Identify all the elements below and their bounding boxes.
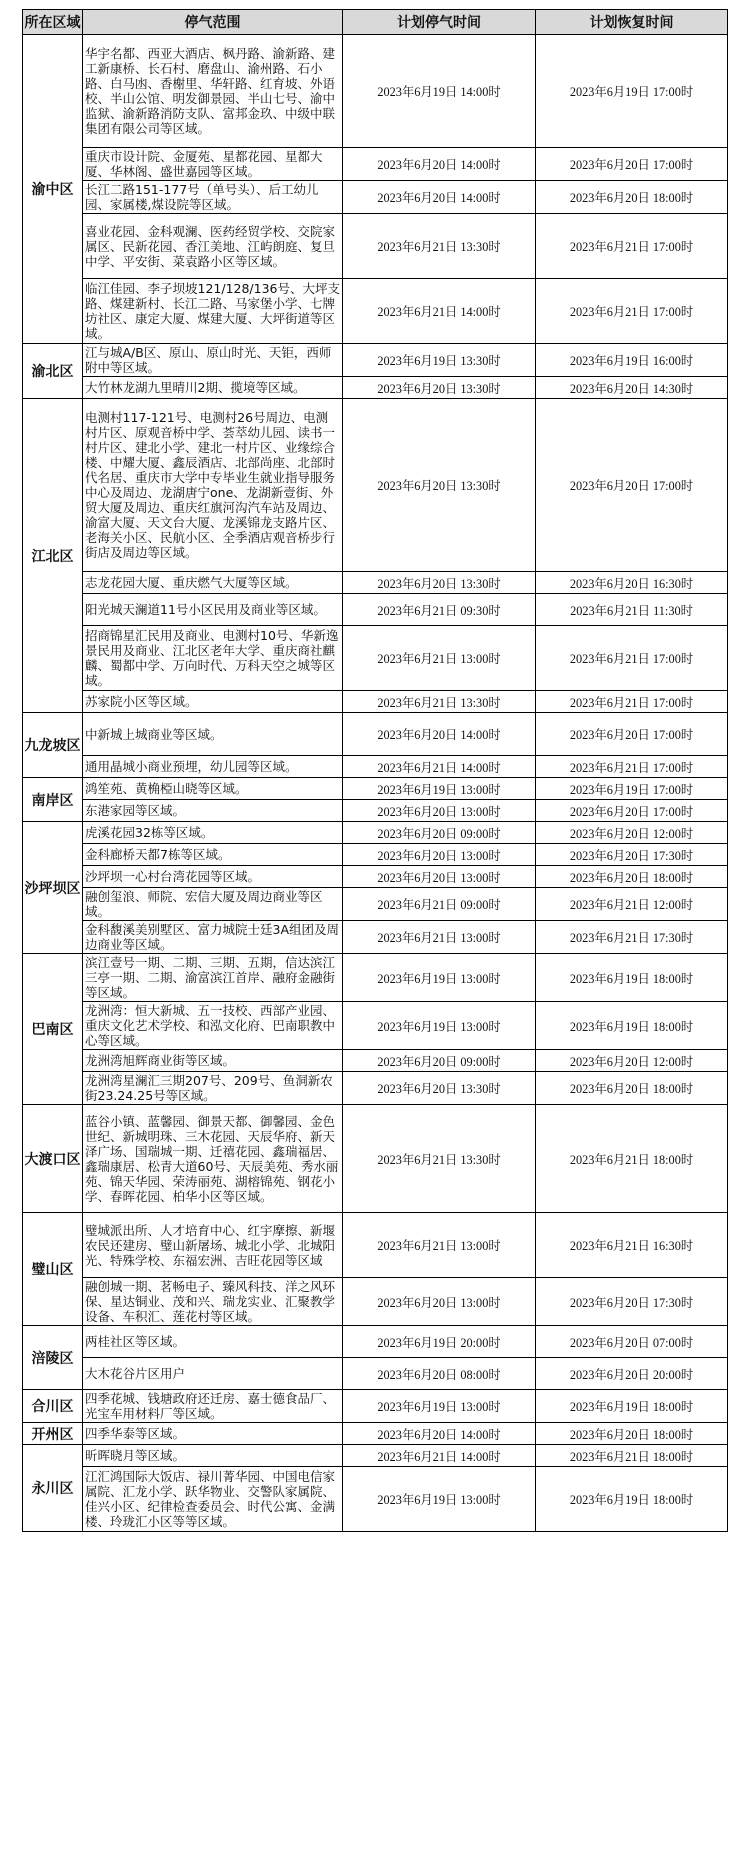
restore-time-cell: 2023年6月20日 20:00时 (536, 1358, 728, 1390)
outage-scope-cell: 招商锦星汇民用及商业、电测村10号、华新逸景民用及商业、江北区老年大学、重庆商社麒麟、蜀都中学、万向时代、万科天空之城等区域。 (83, 626, 343, 691)
restore-time-cell: 2023年6月21日 17:00时 (536, 756, 728, 778)
district-name-cell: 大渡口区 (23, 1105, 83, 1213)
outage-start-time-cell: 2023年6月20日 13:00时 (343, 1278, 536, 1326)
outage-start-time-cell: 2023年6月20日 13:30时 (343, 1072, 536, 1105)
outage-scope-cell: 喜业花园、金科观澜、医药经贸学校、交院家属区、民新花园、香江美地、江屿朗庭、复旦中学、平安街、菜袁路小区等区域。 (83, 214, 343, 279)
outage-start-time-cell: 2023年6月20日 09:00时 (343, 822, 536, 844)
outage-start-time-cell: 2023年6月21日 13:00时 (343, 626, 536, 691)
table-row (23, 713, 728, 756)
outage-scope-cell: 电测村117-121号、电测村26号周边、电测村片区、原观音桥中学、荟萃幼儿园、读书一村片区、建北小学、建北一村片区、业缘综合楼、中耀大厦、鑫辰酒店、北部尚座、北部时代名居、重庆市大学中专毕业生就业指导服务中心及周边、龙湖唐宁one、龙湖新壹街、外贸大厦及周边、重庆红旗河沟汽车站及周边、渝富大厦、天文台大厦、龙溪锦龙支路片区、老海关小区、民航小区、全季酒店观音桥步行街店及周边等区域。 (83, 399, 343, 572)
end-time-column-header: 计划恢复时间 (536, 10, 728, 35)
restore-time-cell: 2023年6月20日 12:00时 (536, 1050, 728, 1072)
district-name-cell: 南岸区 (23, 778, 83, 822)
restore-time-cell: 2023年6月21日 17:00时 (536, 214, 728, 279)
table-row (23, 1390, 728, 1423)
outage-scope-cell: 长江二路151-177号（单号头）、后工幼儿园、家属楼,煤设院等区域。 (83, 181, 343, 214)
restore-time-cell: 2023年6月20日 14:30时 (536, 377, 728, 399)
outage-scope-cell: 重庆市设计院、金厦苑、星都花园、星都大厦、华林阁、盛世嘉园等区域。 (83, 148, 343, 181)
restore-time-cell: 2023年6月21日 17:00时 (536, 691, 728, 713)
table-row (23, 1423, 728, 1445)
outage-table-wrapper (22, 9, 727, 1532)
table-row (23, 279, 728, 344)
restore-time-cell: 2023年6月20日 16:30时 (536, 572, 728, 594)
outage-scope-cell: 四季华泰等区域。 (83, 1423, 343, 1445)
outage-scope-cell: 沙坪坝一心村台湾花园等区域。 (83, 866, 343, 888)
outage-start-time-cell: 2023年6月20日 13:00时 (343, 800, 536, 822)
table-row (23, 866, 728, 888)
table-row (23, 888, 728, 921)
scope-column-header: 停气范围 (83, 10, 343, 35)
start-time-column-header: 计划停气时间 (343, 10, 536, 35)
outage-scope-cell: 通用晶城小商业预埋，幼儿园等区域。 (83, 756, 343, 778)
outage-scope-cell: 虎溪花园32栋等区域。 (83, 822, 343, 844)
district-name-cell: 巴南区 (23, 954, 83, 1105)
restore-time-cell: 2023年6月20日 07:00时 (536, 1326, 728, 1358)
outage-start-time-cell: 2023年6月20日 14:00时 (343, 713, 536, 756)
outage-start-time-cell: 2023年6月21日 14:00时 (343, 1445, 536, 1467)
outage-scope-cell: 龙洲湾：恒大新城、五一技校、西部产业园、重庆文化艺术学校、和泓文化府、巴南职教中心等区域。 (83, 1002, 343, 1050)
table-row (23, 594, 728, 626)
table-row (23, 148, 728, 181)
outage-scope-cell: 滨江壹号一期、二期、三期、五期，信达滨江三亭一期、二期、渝富滨江首岸、融府金融街等区域。 (83, 954, 343, 1002)
table-row (23, 778, 728, 800)
district-name-cell: 璧山区 (23, 1213, 83, 1326)
restore-time-cell: 2023年6月20日 18:00时 (536, 1072, 728, 1105)
district-name-cell: 开州区 (23, 1423, 83, 1445)
restore-time-cell: 2023年6月19日 18:00时 (536, 954, 728, 1002)
table-row (23, 756, 728, 778)
table-header-row (23, 10, 728, 35)
gas-outage-table (22, 9, 728, 1532)
restore-time-cell: 2023年6月20日 17:00时 (536, 399, 728, 572)
outage-scope-cell: 大木花谷片区用户 (83, 1358, 343, 1390)
district-name-cell: 合川区 (23, 1390, 83, 1423)
restore-time-cell: 2023年6月20日 18:00时 (536, 866, 728, 888)
outage-start-time-cell: 2023年6月20日 08:00时 (343, 1358, 536, 1390)
outage-start-time-cell: 2023年6月21日 09:00时 (343, 888, 536, 921)
table-body (23, 35, 728, 1532)
outage-start-time-cell: 2023年6月21日 13:30时 (343, 691, 536, 713)
restore-time-cell: 2023年6月20日 17:00时 (536, 713, 728, 756)
restore-time-cell: 2023年6月20日 17:30时 (536, 1278, 728, 1326)
outage-scope-cell: 华宇名都、西亚大酒店、枫丹路、渝新路、建工新康桥、长石村、磨盘山、渝州路、石小路、白马凼、香榭里、华轩路、红育坡、外语校、半山公馆、明发御景园、半山七号、渝中监狱、渝新路消防支队、富邦金玖、中级中联集团有限公司等区域。 (83, 35, 343, 148)
table-row (23, 1050, 728, 1072)
outage-start-time-cell: 2023年6月19日 13:00时 (343, 1467, 536, 1532)
table-row (23, 1278, 728, 1326)
restore-time-cell: 2023年6月19日 18:00时 (536, 1002, 728, 1050)
district-name-cell: 渝北区 (23, 344, 83, 399)
outage-scope-cell: 志龙花园大厦、重庆燃气大厦等区域。 (83, 572, 343, 594)
outage-start-time-cell: 2023年6月19日 14:00时 (343, 35, 536, 148)
table-row (23, 626, 728, 691)
outage-scope-cell: 龙洲湾旭辉商业街等区域。 (83, 1050, 343, 1072)
outage-scope-cell: 两桂社区等区域。 (83, 1326, 343, 1358)
district-name-cell: 九龙坡区 (23, 713, 83, 778)
table-row (23, 1002, 728, 1050)
outage-start-time-cell: 2023年6月19日 13:00时 (343, 954, 536, 1002)
table-row (23, 1445, 728, 1467)
restore-time-cell: 2023年6月20日 18:00时 (536, 1423, 728, 1445)
table-row (23, 691, 728, 713)
outage-scope-cell: 江汇鸿国际大饭店、禄川菁华园、中国电信家属院、汇龙小学、跃华物业、交警队家属院、佳兴小区、纪律检查委员会、时代公寓、金满楼、玲珑汇小区等等区域。 (83, 1467, 343, 1532)
table-row (23, 1213, 728, 1278)
outage-scope-cell: 临江佳园、李子坝坡121/128/136号、大坪支路、煤建新村、长江二路、马家堡小学、七牌坊社区、康定大厦、煤建大厦、大坪街道等区域。 (83, 279, 343, 344)
outage-start-time-cell: 2023年6月20日 14:00时 (343, 1423, 536, 1445)
restore-time-cell: 2023年6月21日 16:30时 (536, 1213, 728, 1278)
restore-time-cell: 2023年6月21日 11:30时 (536, 594, 728, 626)
restore-time-cell: 2023年6月21日 17:30时 (536, 921, 728, 954)
restore-time-cell: 2023年6月20日 17:00时 (536, 800, 728, 822)
outage-scope-cell: 金科馥溪美别墅区、富力城院士廷3A组团及周边商业等区域。 (83, 921, 343, 954)
district-name-cell: 沙坪坝区 (23, 822, 83, 954)
table-row (23, 344, 728, 377)
table-row (23, 921, 728, 954)
outage-start-time-cell: 2023年6月20日 13:30时 (343, 399, 536, 572)
outage-scope-cell: 璧城派出所、人才培育中心、红宇摩擦、新堰农民还建房、璧山新屠场、城北小学、北城阳光、特殊学校、东福宏洲、吉旺花园等区域 (83, 1213, 343, 1278)
district-name-cell: 永川区 (23, 1445, 83, 1532)
restore-time-cell: 2023年6月21日 17:00时 (536, 279, 728, 344)
outage-start-time-cell: 2023年6月21日 14:00时 (343, 756, 536, 778)
table-row (23, 377, 728, 399)
outage-scope-cell: 东港家园等区域。 (83, 800, 343, 822)
table-row (23, 1326, 728, 1358)
district-name-cell: 江北区 (23, 399, 83, 713)
table-row (23, 954, 728, 1002)
outage-start-time-cell: 2023年6月21日 13:30时 (343, 214, 536, 279)
outage-scope-cell: 金科廊桥天都7栋等区域。 (83, 844, 343, 866)
outage-start-time-cell: 2023年6月21日 13:00时 (343, 921, 536, 954)
table-row (23, 399, 728, 572)
outage-scope-cell: 龙洲湾星澜汇三期207号、209号、鱼洞新农街23.24.25号等区域。 (83, 1072, 343, 1105)
outage-start-time-cell: 2023年6月19日 13:00时 (343, 778, 536, 800)
outage-start-time-cell: 2023年6月20日 13:00时 (343, 866, 536, 888)
table-row (23, 844, 728, 866)
district-column-header: 所在区域 (23, 10, 83, 35)
restore-time-cell: 2023年6月19日 17:00时 (536, 778, 728, 800)
table-row (23, 214, 728, 279)
table-row (23, 1358, 728, 1390)
outage-scope-cell: 昕晖晓月等区域。 (83, 1445, 343, 1467)
outage-scope-cell: 鸿笙苑、黄桷椏山晓等区域。 (83, 778, 343, 800)
restore-time-cell: 2023年6月19日 18:00时 (536, 1467, 728, 1532)
outage-start-time-cell: 2023年6月20日 13:30时 (343, 572, 536, 594)
outage-start-time-cell: 2023年6月20日 14:00时 (343, 181, 536, 214)
outage-start-time-cell: 2023年6月19日 13:30时 (343, 344, 536, 377)
outage-start-time-cell: 2023年6月21日 13:00时 (343, 1213, 536, 1278)
restore-time-cell: 2023年6月20日 18:00时 (536, 181, 728, 214)
table-row (23, 1467, 728, 1532)
restore-time-cell: 2023年6月19日 17:00时 (536, 35, 728, 148)
outage-scope-cell: 江与城A/B区、原山、原山时光、天钜，西师附中等区域。 (83, 344, 343, 377)
outage-start-time-cell: 2023年6月19日 13:00时 (343, 1390, 536, 1423)
restore-time-cell: 2023年6月20日 17:30时 (536, 844, 728, 866)
restore-time-cell: 2023年6月21日 18:00时 (536, 1105, 728, 1213)
table-row (23, 1072, 728, 1105)
outage-start-time-cell: 2023年6月20日 13:30时 (343, 377, 536, 399)
outage-start-time-cell: 2023年6月19日 20:00时 (343, 1326, 536, 1358)
outage-start-time-cell: 2023年6月20日 09:00时 (343, 1050, 536, 1072)
outage-scope-cell: 融创玺浪、师院、宏信大厦及周边商业等区域。 (83, 888, 343, 921)
outage-start-time-cell: 2023年6月21日 14:00时 (343, 279, 536, 344)
outage-scope-cell: 阳光城天澜道11号小区民用及商业等区域。 (83, 594, 343, 626)
district-name-cell: 渝中区 (23, 35, 83, 344)
outage-start-time-cell: 2023年6月20日 14:00时 (343, 148, 536, 181)
outage-start-time-cell: 2023年6月21日 13:30时 (343, 1105, 536, 1213)
table-row (23, 35, 728, 148)
outage-scope-cell: 中新城上城商业等区域。 (83, 713, 343, 756)
outage-start-time-cell: 2023年6月20日 13:00时 (343, 844, 536, 866)
table-row (23, 1105, 728, 1213)
restore-time-cell: 2023年6月19日 16:00时 (536, 344, 728, 377)
outage-start-time-cell: 2023年6月19日 13:00时 (343, 1002, 536, 1050)
district-name-cell: 涪陵区 (23, 1326, 83, 1390)
restore-time-cell: 2023年6月21日 12:00时 (536, 888, 728, 921)
restore-time-cell: 2023年6月19日 18:00时 (536, 1390, 728, 1423)
outage-scope-cell: 苏家院小区等区域。 (83, 691, 343, 713)
table-row (23, 822, 728, 844)
restore-time-cell: 2023年6月20日 17:00时 (536, 148, 728, 181)
table-row (23, 800, 728, 822)
outage-scope-cell: 融创城一期、茗畅电子、臻风科技、洋之风环保、星达铜业、茂和兴、瑞龙实业、汇聚教学设备、车积汇、莲花村等区域。 (83, 1278, 343, 1326)
outage-scope-cell: 大竹林龙湖九里晴川2期、揽境等区域。 (83, 377, 343, 399)
outage-scope-cell: 蓝谷小镇、蓝馨园、御景天都、御馨园、金色世纪、新城明珠、三木花园、天辰华府、新天泽广场、国瑞城一期、迁禧花园、鑫瑞福居、鑫瑞康居、松青大道60号、天辰美苑、秀水丽苑、锦天华园、荣涛丽苑、湖榕锦苑、钢花小学、春晖花园、柏华小区等区域。 (83, 1105, 343, 1213)
restore-time-cell: 2023年6月21日 17:00时 (536, 626, 728, 691)
restore-time-cell: 2023年6月20日 12:00时 (536, 822, 728, 844)
outage-start-time-cell: 2023年6月21日 09:30时 (343, 594, 536, 626)
table-row (23, 572, 728, 594)
restore-time-cell: 2023年6月21日 18:00时 (536, 1445, 728, 1467)
outage-scope-cell: 四季花城、钱塘政府还迁房、嘉士德食品厂、光宝车用材料厂等区域。 (83, 1390, 343, 1423)
table-row (23, 181, 728, 214)
